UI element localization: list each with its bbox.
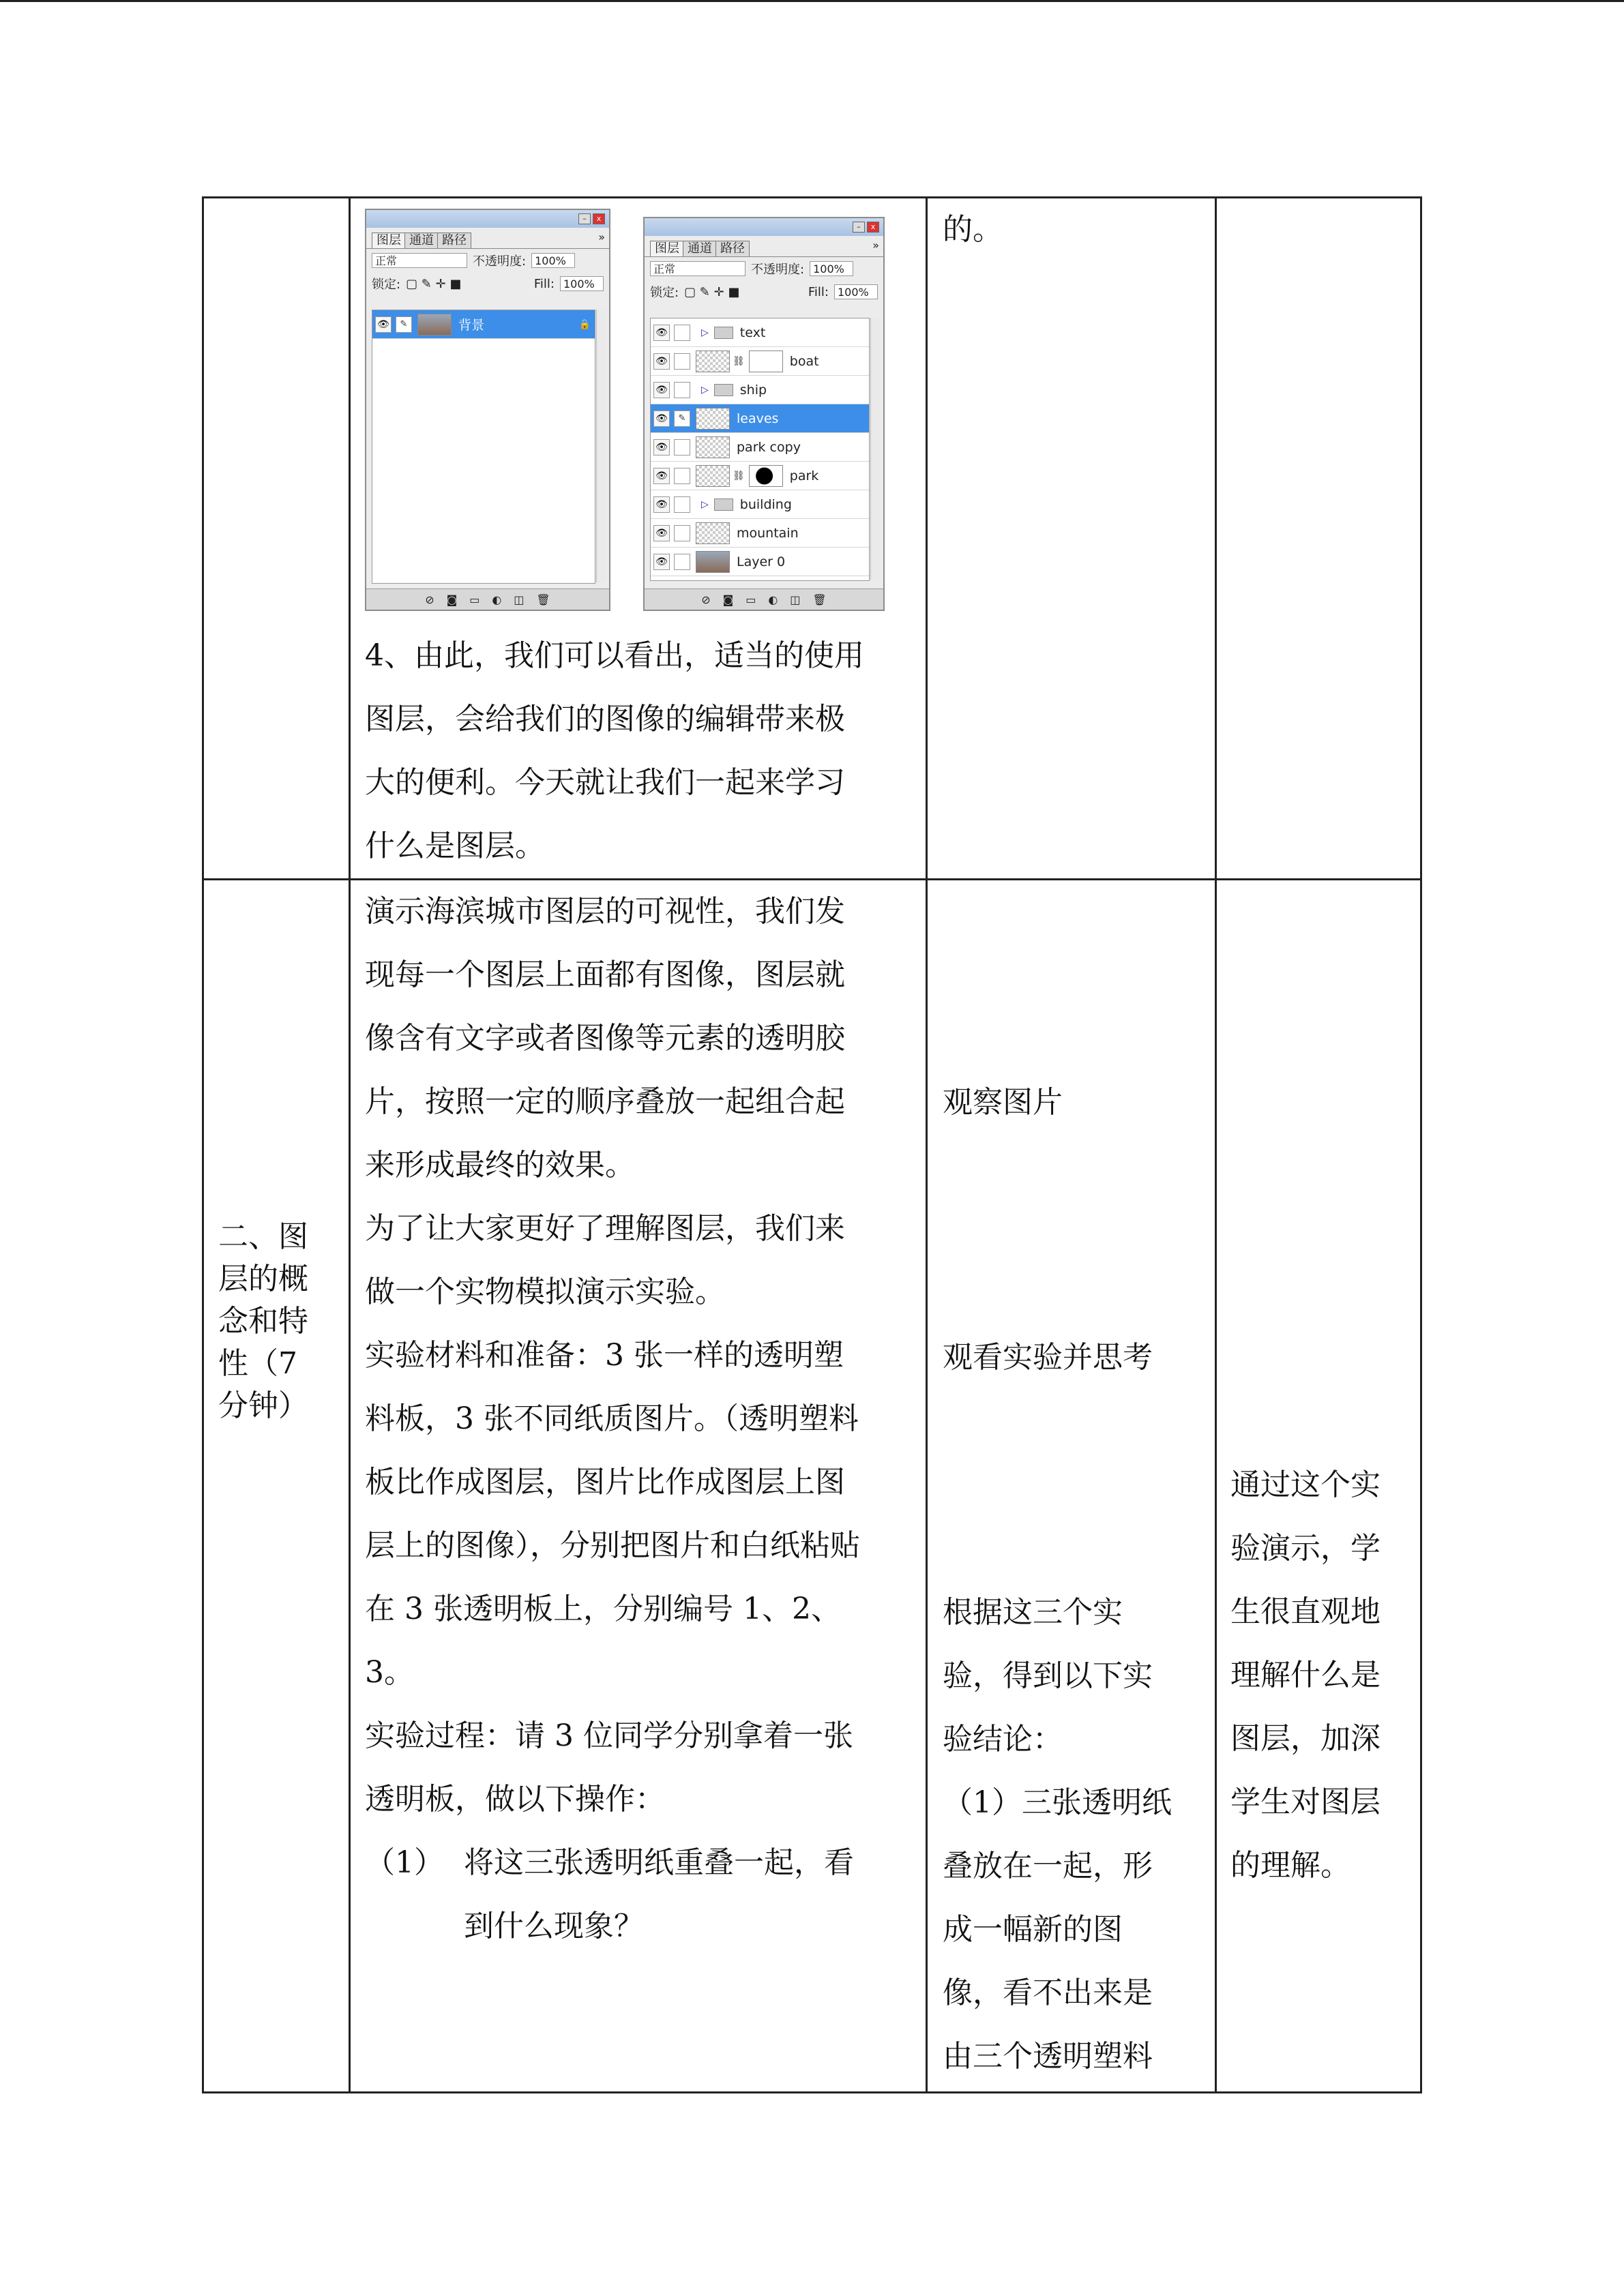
fill-label: Fill: xyxy=(808,284,829,299)
section-label xyxy=(218,1216,341,1427)
text-line: 生很直观地 xyxy=(1230,1594,1381,1629)
panel-menu-icon[interactable]: » xyxy=(872,239,879,252)
adjustment-icon[interactable]: ◐ xyxy=(768,593,778,606)
layer-row[interactable] xyxy=(651,347,869,376)
chain-icon: ⛓ xyxy=(733,470,745,481)
teacher-activity xyxy=(365,880,911,1958)
layer-row[interactable] xyxy=(651,376,869,404)
text-line: 理解什么是 xyxy=(1230,1658,1381,1693)
layer-name: park xyxy=(789,468,819,483)
link-toggle[interactable] xyxy=(674,468,690,484)
link-layers-icon[interactable]: ⊘ xyxy=(701,593,711,606)
eye-icon[interactable]: 👁 xyxy=(653,411,670,427)
layer-name: Layer 0 xyxy=(737,554,786,569)
fill-field[interactable]: 100% xyxy=(834,284,878,299)
layer-thumbnail xyxy=(696,408,730,430)
text-line: 来形成最终的效果。 xyxy=(365,1148,635,1182)
text-line: 演示海滨城市图层的可视性，我们发 xyxy=(365,894,845,929)
text-line: 片，按照一定的顺序叠放一起组合起 xyxy=(365,1084,845,1119)
layer-mask-thumbnail xyxy=(749,351,783,372)
close-icon[interactable]: x xyxy=(593,213,605,224)
eye-icon[interactable]: 👁 xyxy=(653,382,670,398)
layer-row[interactable] xyxy=(651,433,869,462)
eye-icon[interactable]: 👁 xyxy=(375,316,392,333)
opacity-label: 不透明度: xyxy=(751,263,805,277)
minimize-icon[interactable]: – xyxy=(853,222,865,233)
layer-row[interactable] xyxy=(651,519,869,548)
text-line: 实验过程：请 3 位同学分别拿着一张 xyxy=(365,1718,853,1753)
table-top-border xyxy=(202,196,1422,198)
layer-row[interactable] xyxy=(651,318,869,347)
design-intent xyxy=(1230,1453,1415,1897)
student-conclusion xyxy=(943,1581,1209,2088)
section-label-line: 念和特 xyxy=(218,1304,308,1339)
expand-triangle-icon[interactable]: ▷ xyxy=(701,384,709,396)
minimize-icon[interactable]: – xyxy=(578,213,591,224)
tab-layers[interactable]: 图层 xyxy=(650,241,684,256)
lock-label: 锁定: xyxy=(372,278,401,292)
layer-name: park copy xyxy=(737,439,801,455)
lock-icon: 🔒 xyxy=(578,318,591,330)
item-number xyxy=(365,1894,464,1958)
layer-name: boat xyxy=(789,353,819,369)
col-border-right xyxy=(1420,196,1422,2093)
new-layer-icon[interactable]: ◫ xyxy=(790,593,801,606)
lock-icons[interactable]: ▢ ✎ ✛ ■ xyxy=(406,276,462,291)
item-number: （1） xyxy=(365,1845,444,1880)
text-line: 由三个透明塑料 xyxy=(943,2039,1153,2074)
layer-thumbnail xyxy=(696,465,730,487)
text-line: 在 3 张透明板上，分别编号 1、2、 xyxy=(365,1592,841,1626)
panel-footer xyxy=(645,588,883,610)
text-line: 3。 xyxy=(365,1655,414,1690)
tab-paths[interactable]: 路径 xyxy=(715,241,750,256)
layer-thumbnail xyxy=(696,351,730,372)
col-border-3 xyxy=(1215,196,1217,2093)
tab-layers[interactable]: 图层 xyxy=(372,233,406,248)
link-toggle[interactable] xyxy=(674,439,690,456)
section-label-line: 性（7 xyxy=(218,1346,297,1381)
folder-icon xyxy=(714,498,733,511)
section-label-line: 二、图 xyxy=(218,1219,308,1254)
layer-list xyxy=(372,310,595,584)
layer-name: ship xyxy=(739,382,767,398)
text-line: 做一个实物模拟演示实验。 xyxy=(365,1274,725,1309)
folder-icon xyxy=(714,384,733,396)
layer-row[interactable] xyxy=(651,462,869,490)
section-label-line: 分钟） xyxy=(218,1388,308,1423)
new-layer-icon[interactable]: ◫ xyxy=(514,593,525,606)
text-line: 的理解。 xyxy=(1230,1848,1350,1883)
numbered-item-line xyxy=(365,1894,911,1958)
eye-icon[interactable]: 👁 xyxy=(653,325,670,341)
eye-icon[interactable]: 👁 xyxy=(653,468,670,484)
mask-icon[interactable]: ▭ xyxy=(745,593,756,606)
layer-thumbnail xyxy=(417,314,452,336)
text-line: 什么是图层。 xyxy=(365,829,545,863)
layer-style-icon[interactable]: ◙ xyxy=(446,593,458,606)
trash-icon[interactable]: 🗑 xyxy=(536,593,550,606)
section-label-line: 层的概 xyxy=(218,1262,308,1296)
brush-icon[interactable]: ✎ xyxy=(674,411,690,427)
link-layers-icon[interactable]: ⊘ xyxy=(425,593,434,606)
text-line: 验演示，学 xyxy=(1230,1531,1381,1566)
eye-icon[interactable]: 👁 xyxy=(653,496,670,513)
fill-label: Fill: xyxy=(533,276,555,291)
eye-icon[interactable]: 👁 xyxy=(653,525,670,541)
brush-icon[interactable]: ✎ xyxy=(396,316,412,333)
tab-channels[interactable]: 通道 xyxy=(404,233,439,248)
item-text: 将这三张透明纸重叠一起，看 xyxy=(464,1845,854,1880)
text-line: 像，看不出来是 xyxy=(943,1976,1153,2010)
text-line: 图层，加深 xyxy=(1230,1721,1381,1756)
text-line: 层上的图像），分别把图片和白纸粘贴 xyxy=(365,1528,860,1563)
text-line: 图层，会给我们的图像的编辑带来极 xyxy=(365,702,845,736)
layer-name: building xyxy=(739,496,792,512)
panel-titlebar xyxy=(645,218,883,236)
opacity-field[interactable]: 100% xyxy=(531,253,575,268)
col-border-left xyxy=(202,196,204,2093)
link-toggle[interactable] xyxy=(674,325,690,341)
layer-list xyxy=(650,318,870,581)
layer-thumbnail xyxy=(696,522,730,544)
text-line: 实验材料和准备：3 张一样的透明塑 xyxy=(365,1338,844,1373)
opacity-field[interactable]: 100% xyxy=(810,261,853,276)
text-line: （1）三张透明纸 xyxy=(943,1785,1172,1820)
eye-icon[interactable]: 👁 xyxy=(653,439,670,456)
layer-name: mountain xyxy=(737,525,799,541)
chain-icon: ⛓ xyxy=(733,355,745,367)
link-toggle[interactable] xyxy=(674,554,690,570)
text-line: 4、由此，我们可以看出，适当的使用 xyxy=(365,638,864,673)
layer-row[interactable] xyxy=(651,548,869,576)
text-line: 验，得到以下实 xyxy=(943,1658,1153,1693)
text-line: 现每一个图层上面都有图像，图层就 xyxy=(365,957,845,992)
link-toggle[interactable] xyxy=(674,353,690,370)
tab-channels[interactable]: 通道 xyxy=(683,241,717,256)
panel-titlebar xyxy=(366,210,609,228)
row1-student-text: 的。 xyxy=(943,212,1003,247)
col-border-1 xyxy=(349,196,351,2093)
text-line: 学生对图层 xyxy=(1230,1785,1381,1819)
layer-row[interactable] xyxy=(651,490,869,519)
layer-name: leaves xyxy=(737,411,779,426)
student-watch: 观看实验并思考 xyxy=(943,1340,1153,1375)
lock-icons[interactable]: ▢ ✎ ✛ ■ xyxy=(684,284,740,299)
row1-conclusion xyxy=(365,624,911,878)
scrollbar[interactable] xyxy=(870,318,881,580)
blend-mode-select[interactable]: 正常 xyxy=(372,253,467,268)
col-border-2 xyxy=(926,196,928,2093)
panel-footer xyxy=(366,588,609,610)
student-observe: 观察图片 xyxy=(943,1085,1063,1120)
layers-panel-before xyxy=(365,209,610,611)
numbered-item-line xyxy=(365,1831,911,1894)
expand-triangle-icon[interactable]: ▷ xyxy=(701,498,709,510)
layer-style-icon[interactable]: ◙ xyxy=(722,593,734,606)
layer-row[interactable] xyxy=(651,404,869,433)
trash-icon[interactable]: 🗑 xyxy=(812,593,827,606)
fill-field[interactable]: 100% xyxy=(560,276,604,291)
expand-triangle-icon[interactable]: ▷ xyxy=(701,327,709,338)
layer-thumbnail xyxy=(696,551,730,573)
text-line: 根据这三个实 xyxy=(943,1595,1123,1630)
text-line: 料板，3 张不同纸质图片。（透明塑料 xyxy=(365,1401,859,1436)
opacity-label: 不透明度: xyxy=(473,254,527,269)
mask-icon[interactable]: ▭ xyxy=(469,593,480,606)
adjustment-icon[interactable]: ◐ xyxy=(492,593,502,606)
text-line: 透明板，做以下操作： xyxy=(365,1782,665,1817)
text-line: 为了让大家更好了理解图层，我们来 xyxy=(365,1211,845,1246)
text-line: 像含有文字或者图像等元素的透明胶 xyxy=(365,1021,845,1056)
scrollbar[interactable] xyxy=(596,310,606,582)
panel-tabs xyxy=(366,228,609,249)
page-top-border xyxy=(0,0,1624,2)
eye-icon[interactable]: 👁 xyxy=(653,353,670,370)
link-toggle[interactable] xyxy=(674,496,690,513)
layer-thumbnail xyxy=(696,436,730,458)
link-toggle[interactable] xyxy=(674,382,690,398)
text-line: 大的便利。今天就让我们一起来学习 xyxy=(365,765,845,800)
blend-mode-select[interactable]: 正常 xyxy=(650,261,745,276)
close-icon[interactable]: x xyxy=(867,222,879,233)
text-line: 板比作成图层，图片比作成图层上图 xyxy=(365,1465,845,1500)
tab-paths[interactable]: 路径 xyxy=(437,233,471,248)
layer-name: 背景 xyxy=(458,318,485,333)
text-line: 通过这个实 xyxy=(1230,1467,1381,1502)
item-text: 到什么现象？ xyxy=(464,1909,644,1943)
table-bottom-border xyxy=(202,2091,1422,2093)
lock-label: 锁定: xyxy=(650,286,679,300)
panel-menu-icon[interactable]: » xyxy=(598,230,605,243)
text-line: 成一幅新的图 xyxy=(943,1912,1123,1947)
text-line: 验结论： xyxy=(943,1722,1063,1757)
link-toggle[interactable] xyxy=(674,525,690,541)
layer-mask-thumbnail xyxy=(749,465,783,487)
eye-icon[interactable]: 👁 xyxy=(653,554,670,570)
layers-panel-after xyxy=(643,217,885,611)
layer-name: text xyxy=(739,325,766,340)
panel-tabs xyxy=(645,236,883,257)
folder-icon xyxy=(714,327,733,339)
layer-row[interactable] xyxy=(372,310,595,339)
text-line: 叠放在一起，形 xyxy=(943,1849,1153,1883)
